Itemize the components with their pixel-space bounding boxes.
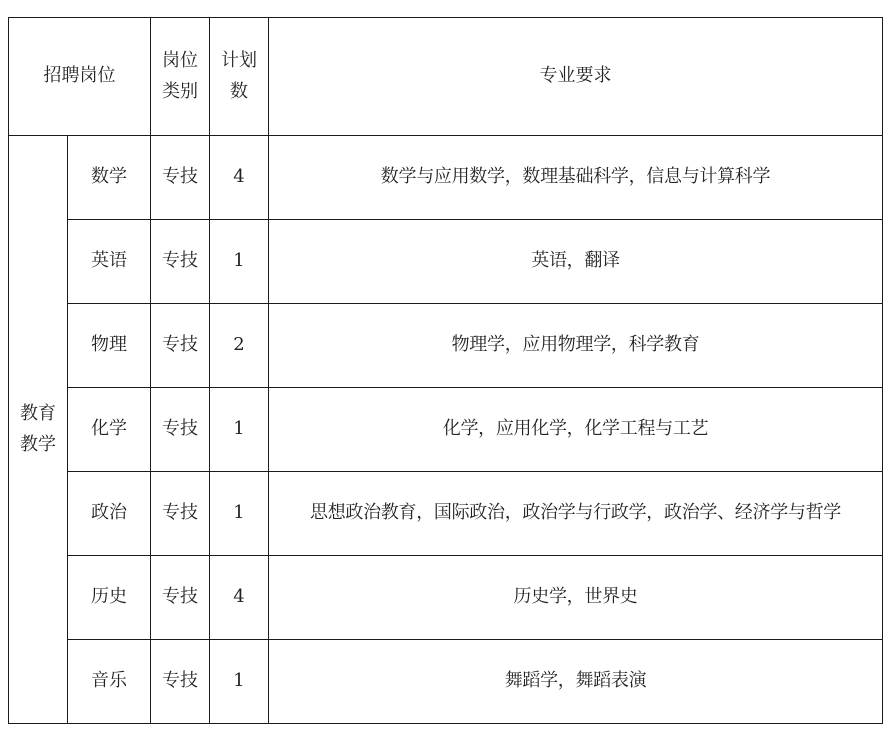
header-category-line2: 类别 — [162, 81, 198, 103]
table-header-row — [9, 18, 883, 136]
count-cell: 4 — [210, 136, 269, 220]
majors-cell: 英语，翻译 — [269, 220, 883, 304]
recruitment-table — [8, 17, 883, 724]
subject-cell: 物理 — [68, 304, 151, 388]
count-cell: 4 — [210, 556, 269, 640]
table-row — [9, 304, 883, 388]
majors-cell: 化学，应用化学，化学工程与工艺 — [269, 388, 883, 472]
table-row — [9, 136, 883, 220]
table-row — [9, 556, 883, 640]
header-plan-line2: 数 — [230, 81, 248, 103]
subject-cell: 历史 — [68, 556, 151, 640]
category-cell: 专技 — [151, 640, 210, 724]
category-cell: 专技 — [151, 472, 210, 556]
subject-cell: 化学 — [68, 388, 151, 472]
count-cell: 1 — [210, 220, 269, 304]
table-row — [9, 220, 883, 304]
subject-cell: 音乐 — [68, 640, 151, 724]
majors-cell: 物理学，应用物理学，科学教育 — [269, 304, 883, 388]
group-label — [20, 398, 56, 461]
majors-cell: 数学与应用数学，数理基础科学，信息与计算科学 — [269, 136, 883, 220]
subject-cell: 英语 — [68, 220, 151, 304]
category-cell: 专技 — [151, 304, 210, 388]
category-cell: 专技 — [151, 136, 210, 220]
header-requirement: 专业要求 — [269, 18, 883, 136]
table-row — [9, 472, 883, 556]
group-line1: 教育 — [20, 402, 56, 424]
table-body — [9, 18, 883, 724]
category-cell: 专技 — [151, 388, 210, 472]
group-cell — [9, 136, 68, 724]
count-cell: 1 — [210, 388, 269, 472]
majors-cell: 舞蹈学，舞蹈表演 — [269, 640, 883, 724]
category-cell: 专技 — [151, 220, 210, 304]
header-plan-text — [221, 45, 257, 108]
majors-cell: 思想政治教育，国际政治，政治学与行政学，政治学、经济学与哲学 — [269, 472, 883, 556]
header-position: 招聘岗位 — [9, 18, 151, 136]
header-category — [151, 18, 210, 136]
subject-cell: 政治 — [68, 472, 151, 556]
table-row — [9, 388, 883, 472]
count-cell: 1 — [210, 640, 269, 724]
header-plan-line1: 计划 — [221, 49, 257, 71]
subject-cell: 数学 — [68, 136, 151, 220]
group-line2: 教学 — [20, 434, 56, 456]
count-cell: 1 — [210, 472, 269, 556]
header-category-line1: 岗位 — [162, 49, 198, 71]
majors-cell: 历史学，世界史 — [269, 556, 883, 640]
header-category-text — [162, 45, 198, 108]
header-plan — [210, 18, 269, 136]
table-row — [9, 640, 883, 724]
category-cell: 专技 — [151, 556, 210, 640]
count-cell: 2 — [210, 304, 269, 388]
